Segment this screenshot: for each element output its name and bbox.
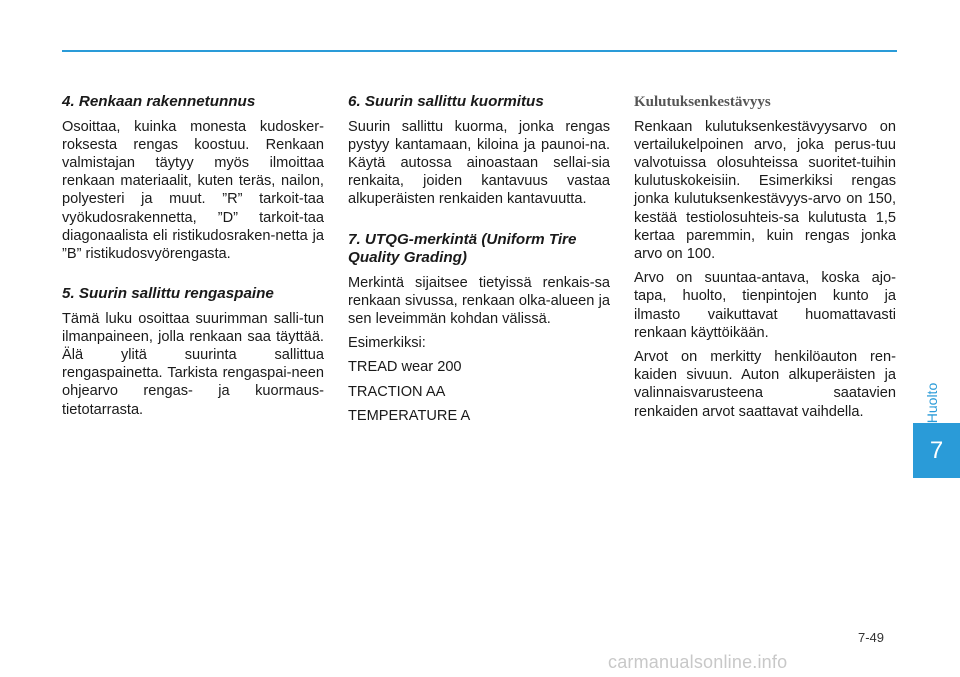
- column-left: [62, 93, 324, 425]
- watermark: carmanualsonline.info: [608, 652, 788, 672]
- treadwear-paragraph-2: Arvo on suuntaa-antava, koska ajo-tapa, huolto, tienpintojen kunto ja ilmasto vaikuttavat huomattavasti renkaan käyttöikään.: [634, 270, 896, 341]
- treadwear-heading: Kulutuksenkestävyys: [634, 94, 771, 110]
- section-5-heading: 5. Suurin sallittu rengaspaine: [62, 285, 274, 303]
- example-label: Esimerkiksi:: [348, 335, 426, 352]
- section-7-heading: 7. UTQG-merkintä (Uniform Tire Quality Grading): [348, 230, 577, 267]
- treadwear-paragraph-1: Renkaan kulutuksenkestävyysarvo on vertailukelpoinen arvo, joka perus-tuu valvotuissa olosuhteissa suoritet-tuihin kulutuskokeisiin. Esimerkiksi rengas jonka kulutuksenkestävyys-arvo on 150, kestää testiolosuhteis-sa kulutusta 1,5 kertaa paremmin, kuin rengas jonka arvo on 100.: [634, 118, 896, 262]
- column-middle: [348, 93, 610, 431]
- section-4-heading: 4. Renkaan rakennetunnus: [62, 93, 256, 110]
- header-rule: [62, 50, 897, 52]
- example-tread: TREAD wear 200: [348, 359, 462, 376]
- section-6-heading: 6. Suurin sallittu kuormitus: [348, 93, 544, 110]
- section-7-body: Merkintä sijaitsee tietyissä renkais-sa renkaan sivussa, renkaan olka-alueen ja sen leveimmän kohdan välissä.: [348, 274, 610, 327]
- example-temperature: TEMPERATURE A: [348, 407, 471, 424]
- chapter-side-label: [921, 378, 943, 428]
- column-right: [634, 93, 896, 427]
- treadwear-paragraph-3: Arvot on merkitty henkilöauton ren-kaiden sivuun. Auton alkuperäisten ja valinnaisvarusteena saatavien renkaiden arvot saattavat vaihdella.: [634, 348, 896, 420]
- section-4-body: Osoittaa, kuinka monesta kudosker-roksesta rengas koostuu. Renkaan valmistajan täytyy myös ilmoittaa renkaan materiaalit, kuten teräs, nailon, polyesteri ja muut. ”R” tarkoit-taa vyökudosrakennetta, ”D” tarkoit-taa diagonaalista eli ristikudosraken-netta ja ”B” ristikudosvyörengasta.: [62, 118, 324, 262]
- example-traction: TRACTION AA: [348, 383, 446, 400]
- chapter-tab: 7: [913, 423, 960, 478]
- section-6-body: Suurin sallittu kuorma, jonka rengas pystyy kantamaan, kiloina ja paunoi-na. Käytä autossa ainoastaan sellai-sia renkaita, joiden kantavuus vastaa alkuperäisten renkaiden kantavuutta.: [348, 118, 610, 208]
- chapter-title: Huolto: [924, 382, 940, 424]
- page-number: 7-49: [858, 630, 885, 645]
- section-5-body: Tämä luku osoittaa suurimman salli-tun ilmanpaineen, jolla renkaan saa täyttää. Älä ylitä suurinta sallittua rengaspainetta. Tarkista rengaspai-neen ohjearvo rengas- ja kuormaus-tietotarrasta.: [62, 310, 324, 418]
